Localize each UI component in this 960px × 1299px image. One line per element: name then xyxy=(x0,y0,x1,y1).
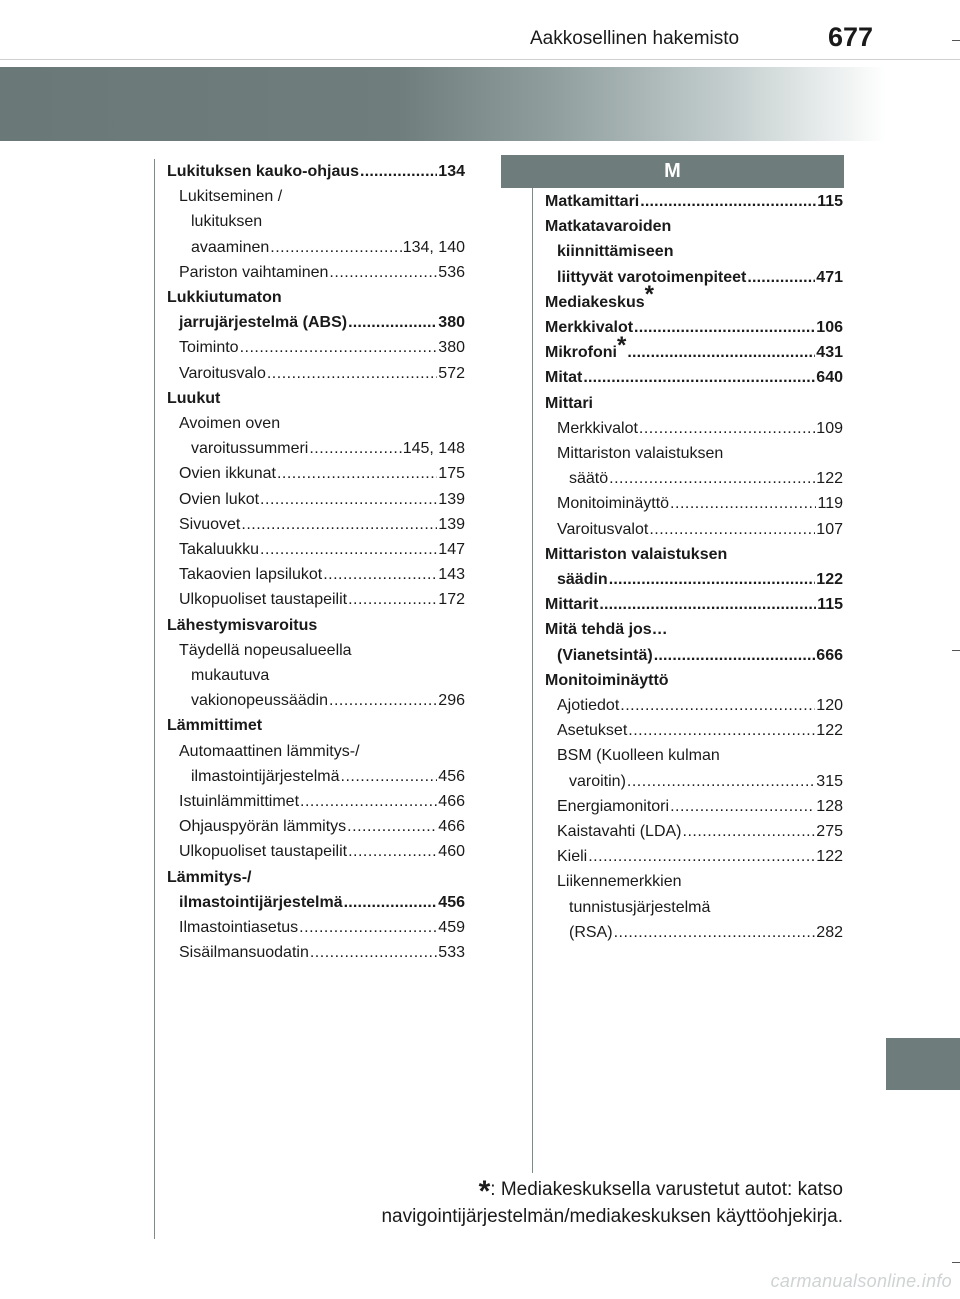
entry-label xyxy=(557,794,669,819)
entry-label-text: Lähestymisvaroitus xyxy=(167,616,318,634)
dot-leader xyxy=(348,310,437,335)
entry-label-text: Monitoiminäyttö xyxy=(545,671,669,689)
section-letter-header: M xyxy=(501,155,844,188)
entry-label-text: Sivuovet xyxy=(179,515,241,533)
page-number: 677 xyxy=(828,22,874,52)
entry-label-text: Ilmastointiasetus xyxy=(179,919,299,937)
index-entry xyxy=(545,743,843,768)
entry-label-text: Liikennemerkkien xyxy=(557,873,682,891)
entry-label-text: Sisäilmansuodatin xyxy=(179,944,309,962)
page-reference: 471 xyxy=(816,268,843,286)
page-reference: 139 xyxy=(438,490,465,508)
entry-label xyxy=(179,487,259,512)
dot-leader xyxy=(329,688,437,713)
index-entry xyxy=(545,491,843,516)
entry-label-text: Kaistavahti (LDA) xyxy=(557,823,682,841)
page-reference: 459 xyxy=(438,919,465,937)
index-entry xyxy=(545,895,843,920)
dot-leader xyxy=(347,814,437,839)
page-reference: 145, 148 xyxy=(402,440,465,458)
dot-leader xyxy=(323,562,437,587)
index-entry xyxy=(167,890,465,915)
entry-label xyxy=(179,260,328,285)
entry-label-text: säädin xyxy=(557,571,608,589)
entry-asterisk: * xyxy=(644,281,654,309)
entry-label-text: varoitin) xyxy=(569,772,626,790)
index-entry xyxy=(545,189,843,214)
entry-label xyxy=(557,844,587,869)
entry-label xyxy=(191,688,328,713)
index-entry xyxy=(167,940,465,965)
entry-label xyxy=(191,235,269,260)
page-reference: 115 xyxy=(817,193,843,210)
entry-label-text: Varoitusvalo xyxy=(179,364,266,382)
index-entry xyxy=(545,769,843,794)
dot-leader xyxy=(634,315,815,340)
index-entry xyxy=(167,184,465,209)
dot-leader xyxy=(348,839,437,864)
page-reference: 380 xyxy=(438,339,465,357)
entry-label xyxy=(557,567,608,592)
dot-leader xyxy=(640,189,816,214)
entry-label-text: Monitoiminäyttö xyxy=(557,495,670,513)
entry-label-text: mukautuva xyxy=(191,667,270,685)
left-column-rule xyxy=(154,159,155,1239)
entry-label xyxy=(179,461,276,486)
index-entry xyxy=(545,517,843,542)
entry-label xyxy=(191,436,308,461)
entry-label-text: Mitä tehdä jos… xyxy=(545,621,668,639)
index-entry xyxy=(545,592,843,617)
entry-label-text: Ovien ikkunat xyxy=(179,465,276,483)
index-entry xyxy=(167,260,465,285)
page-reference: 119 xyxy=(817,495,843,513)
entry-label-text: Matkamittari xyxy=(545,193,640,210)
entry-label xyxy=(179,335,239,360)
entry-label xyxy=(557,491,669,516)
page-reference: 282 xyxy=(816,923,843,941)
entry-label-text: liittyvät varotoimenpiteet xyxy=(557,268,747,286)
page-reference: 134 xyxy=(438,163,465,180)
entry-label-text: Takaovien lapsilukot xyxy=(179,566,323,584)
entry-label-text: vakionopeussäädin xyxy=(191,692,328,710)
entry-label xyxy=(179,814,346,839)
index-entry xyxy=(167,411,465,436)
entry-label xyxy=(179,512,240,537)
page-reference: 122 xyxy=(816,470,843,488)
entry-label-text: Mittarit xyxy=(545,596,599,614)
dot-leader xyxy=(299,915,437,940)
entry-label-text: Mittariston valaistuksen xyxy=(545,545,728,563)
header-rule xyxy=(0,59,960,60)
entry-label-text: Takaluukku xyxy=(179,541,260,559)
page-reference: 666 xyxy=(816,646,843,664)
index-entry xyxy=(545,718,843,743)
index-entry xyxy=(167,285,465,310)
entry-label xyxy=(557,643,653,668)
index-entry xyxy=(545,643,843,668)
dot-leader xyxy=(270,235,401,260)
index-entry xyxy=(167,159,465,184)
dot-leader xyxy=(329,260,437,285)
entry-label xyxy=(557,517,648,542)
page-reference: 460 xyxy=(438,843,465,861)
page-reference: 533 xyxy=(438,944,465,962)
entry-label xyxy=(545,189,639,214)
entry-label xyxy=(179,940,309,965)
entry-label-text: Istuinlämmittimet xyxy=(179,793,300,811)
entry-label-text: Kieli xyxy=(557,848,588,866)
entry-label-text: Avoimen oven xyxy=(179,415,281,433)
index-entry xyxy=(545,920,843,945)
page-reference: 147 xyxy=(438,541,465,559)
dot-leader xyxy=(267,361,437,386)
entry-label xyxy=(167,159,359,184)
index-entry xyxy=(167,789,465,814)
index-entry xyxy=(167,310,465,335)
dot-leader xyxy=(583,365,815,390)
entry-label-text: ilmastointijärjestelmä xyxy=(179,893,343,911)
entry-label xyxy=(179,587,347,612)
index-entry xyxy=(167,663,465,688)
crop-mark xyxy=(952,40,960,41)
dot-leader xyxy=(300,789,437,814)
index-entry xyxy=(545,869,843,894)
index-entry xyxy=(167,386,465,411)
entry-label-text: Täydellä nopeusalueella xyxy=(179,641,352,659)
page-reference: 122 xyxy=(816,571,843,589)
index-entry xyxy=(167,688,465,713)
index-entry xyxy=(545,466,843,491)
index-entry xyxy=(545,214,843,239)
page-reference: 139 xyxy=(438,515,465,533)
dot-leader xyxy=(609,466,815,491)
entry-label xyxy=(569,920,613,945)
footnote xyxy=(381,1176,843,1230)
footnote-line-1: : Mediakeskuksella varustetut autot: katso xyxy=(490,1179,843,1200)
footnote-asterisk: * xyxy=(478,1175,491,1208)
entry-label-text: Lukituksen kauko-ohjaus xyxy=(167,163,360,180)
page-reference: 172 xyxy=(438,591,465,609)
index-entry xyxy=(545,391,843,416)
index-entry xyxy=(545,567,843,592)
watermark: carmanualsonline.info xyxy=(770,1271,952,1291)
index-entry xyxy=(167,713,465,738)
index-entry xyxy=(545,331,843,365)
entry-label-text: Merkkivalot xyxy=(557,419,638,437)
entry-label xyxy=(557,718,627,743)
index-entry xyxy=(545,617,843,642)
dot-leader xyxy=(747,265,815,290)
page-reference: 536 xyxy=(438,263,465,281)
index-entry xyxy=(167,814,465,839)
index-entry xyxy=(167,335,465,360)
index-entry xyxy=(545,365,843,390)
entry-label-text: Automaattinen lämmitys-/ xyxy=(179,742,360,760)
dot-leader xyxy=(620,693,815,718)
entry-label-text: säätö xyxy=(569,470,609,488)
index-entry xyxy=(545,265,843,290)
entry-label-text: Matkatavaroiden xyxy=(545,218,672,236)
entry-label-text: Ajotiedot xyxy=(557,697,620,715)
entry-label-text: Luukut xyxy=(167,389,221,407)
entry-label-text: Mitat xyxy=(545,369,583,387)
entry-label-text: lukituksen xyxy=(191,213,263,231)
entry-label-text: Lukkiutumaton xyxy=(167,289,282,307)
index-entry xyxy=(167,562,465,587)
index-entry xyxy=(167,739,465,764)
entry-label-text: Mittariston valaistuksen xyxy=(557,445,724,463)
entry-label-text: Lukitseminen / xyxy=(179,188,283,206)
entry-label-text: Pariston vaihtaminen xyxy=(179,263,329,281)
page-reference: 572 xyxy=(438,364,465,382)
page-reference: 296 xyxy=(438,692,465,710)
page-reference: 143 xyxy=(438,566,465,584)
index-entry xyxy=(167,839,465,864)
page-reference: 456 xyxy=(438,767,465,785)
dot-leader xyxy=(649,517,815,542)
right-column-rule xyxy=(532,188,533,1173)
page-reference: 134, 140 xyxy=(402,238,465,256)
entry-label xyxy=(179,789,299,814)
index-entry xyxy=(545,315,843,340)
dot-leader xyxy=(627,340,815,365)
entry-label xyxy=(179,890,343,915)
page-reference: 106 xyxy=(816,319,843,337)
entry-label xyxy=(179,310,347,335)
index-entry xyxy=(167,235,465,260)
page-reference: 275 xyxy=(816,823,843,841)
entry-label xyxy=(191,764,340,789)
entry-label-text: Asetukset xyxy=(557,722,628,740)
entry-asterisk: * xyxy=(617,331,627,359)
dot-leader xyxy=(627,769,815,794)
index-entry xyxy=(167,613,465,638)
index-entry xyxy=(167,764,465,789)
page-reference: 466 xyxy=(438,793,465,811)
dot-leader xyxy=(654,643,816,668)
entry-label xyxy=(557,819,682,844)
entry-label-text: (RSA) xyxy=(569,923,613,941)
page-reference: 109 xyxy=(816,419,843,437)
page-reference: 107 xyxy=(816,520,843,538)
entry-label xyxy=(545,592,598,617)
entry-label-text: Mikrofoni xyxy=(545,344,617,362)
entry-label-text: Energiamonitori xyxy=(557,797,670,815)
index-entry xyxy=(167,512,465,537)
entry-label xyxy=(557,416,638,441)
entry-label-text: Ulkopuoliset taustapeilit xyxy=(179,591,348,609)
dot-leader xyxy=(683,819,816,844)
entry-label xyxy=(179,537,259,562)
section-title: Aakkosellinen hakemisto xyxy=(530,28,740,49)
dot-leader xyxy=(588,844,815,869)
page-reference: 640 xyxy=(816,369,843,387)
dot-leader xyxy=(260,487,437,512)
page-reference: 128 xyxy=(816,797,843,815)
entry-label-text: jarrujärjestelmä (ABS) xyxy=(179,314,348,332)
dot-leader xyxy=(609,567,816,592)
entry-label-text: Varoitusvalot xyxy=(557,520,649,538)
index-entry xyxy=(167,436,465,461)
entry-label-text: Lämmitys-/ xyxy=(167,868,252,886)
entry-label-text: ilmastointijärjestelmä xyxy=(191,767,340,785)
index-entry xyxy=(167,638,465,663)
dot-leader xyxy=(628,718,815,743)
entry-label-text: Lämmittimet xyxy=(167,717,263,735)
entry-label-text: tunnistusjärjestelmä xyxy=(569,898,711,916)
page-reference: 115 xyxy=(817,596,843,614)
index-entry xyxy=(545,693,843,718)
page-reference: 380 xyxy=(438,314,465,332)
entry-label xyxy=(179,915,298,940)
entry-label xyxy=(557,693,619,718)
entry-label-text: Toiminto xyxy=(179,339,239,357)
index-entry xyxy=(545,542,843,567)
page-reference: 466 xyxy=(438,818,465,836)
dot-leader xyxy=(344,890,438,915)
page-reference: 120 xyxy=(816,697,843,715)
crop-mark xyxy=(952,650,960,651)
index-entry xyxy=(167,209,465,234)
entry-label xyxy=(569,769,626,794)
dot-leader xyxy=(614,920,816,945)
dot-leader xyxy=(599,592,816,617)
dot-leader xyxy=(310,940,437,965)
dot-leader xyxy=(309,436,401,461)
entry-label-text: Ovien lukot xyxy=(179,490,260,508)
entry-label xyxy=(569,466,608,491)
index-entry xyxy=(167,537,465,562)
entry-label-text: BSM (Kuolleen kulman xyxy=(557,747,720,765)
entry-label-text: varoitussummeri xyxy=(191,440,309,458)
dot-leader xyxy=(639,416,815,441)
index-entry xyxy=(545,794,843,819)
page-reference: 431 xyxy=(816,344,843,362)
entry-label-text: kiinnittämiseen xyxy=(557,243,674,261)
left-index-column xyxy=(167,159,465,966)
index-entry xyxy=(545,441,843,466)
index-entry xyxy=(167,487,465,512)
right-index-column xyxy=(545,189,843,945)
dot-leader xyxy=(260,537,437,562)
index-entry xyxy=(545,281,843,315)
entry-label-text: Mediakeskus xyxy=(545,293,645,311)
dot-leader xyxy=(348,587,437,612)
index-entry xyxy=(167,461,465,486)
index-entry xyxy=(545,819,843,844)
crop-mark xyxy=(952,1262,960,1263)
index-entry xyxy=(167,361,465,386)
index-entry xyxy=(545,668,843,693)
page-reference: 122 xyxy=(816,848,843,866)
entry-label xyxy=(545,365,582,390)
index-entry xyxy=(545,844,843,869)
entry-label xyxy=(179,562,322,587)
entry-label xyxy=(545,331,627,365)
index-entry xyxy=(167,915,465,940)
entry-label xyxy=(179,839,347,864)
dot-leader xyxy=(670,491,816,516)
footnote-line-2: navigointijärjestelmän/mediakeskuksen käyttöohjekirja. xyxy=(381,1206,843,1227)
entry-label-text: avaaminen xyxy=(191,238,270,256)
dot-leader xyxy=(241,512,437,537)
dot-leader xyxy=(240,335,438,360)
header-banner xyxy=(0,67,886,141)
entry-label-text: Merkkivalot xyxy=(545,319,634,337)
dot-leader xyxy=(670,794,815,819)
dot-leader xyxy=(360,159,437,184)
entry-label-text: (Vianetsintä) xyxy=(557,646,653,664)
page-reference: 175 xyxy=(438,465,465,483)
dot-leader xyxy=(277,461,437,486)
page-reference: 456 xyxy=(438,893,465,911)
entry-label-text: Ulkopuoliset taustapeilit xyxy=(179,843,348,861)
index-entry xyxy=(167,865,465,890)
index-entry xyxy=(167,587,465,612)
entry-label-text: Mittari xyxy=(545,394,593,412)
entry-label-text: Ohjauspyörän lämmitys xyxy=(179,818,347,836)
index-entry xyxy=(545,239,843,264)
thumb-index-tab xyxy=(886,1038,960,1090)
index-entry xyxy=(545,416,843,441)
entry-label xyxy=(179,361,266,386)
dot-leader xyxy=(341,764,438,789)
page-reference: 315 xyxy=(816,772,843,790)
page-reference: 122 xyxy=(816,722,843,740)
